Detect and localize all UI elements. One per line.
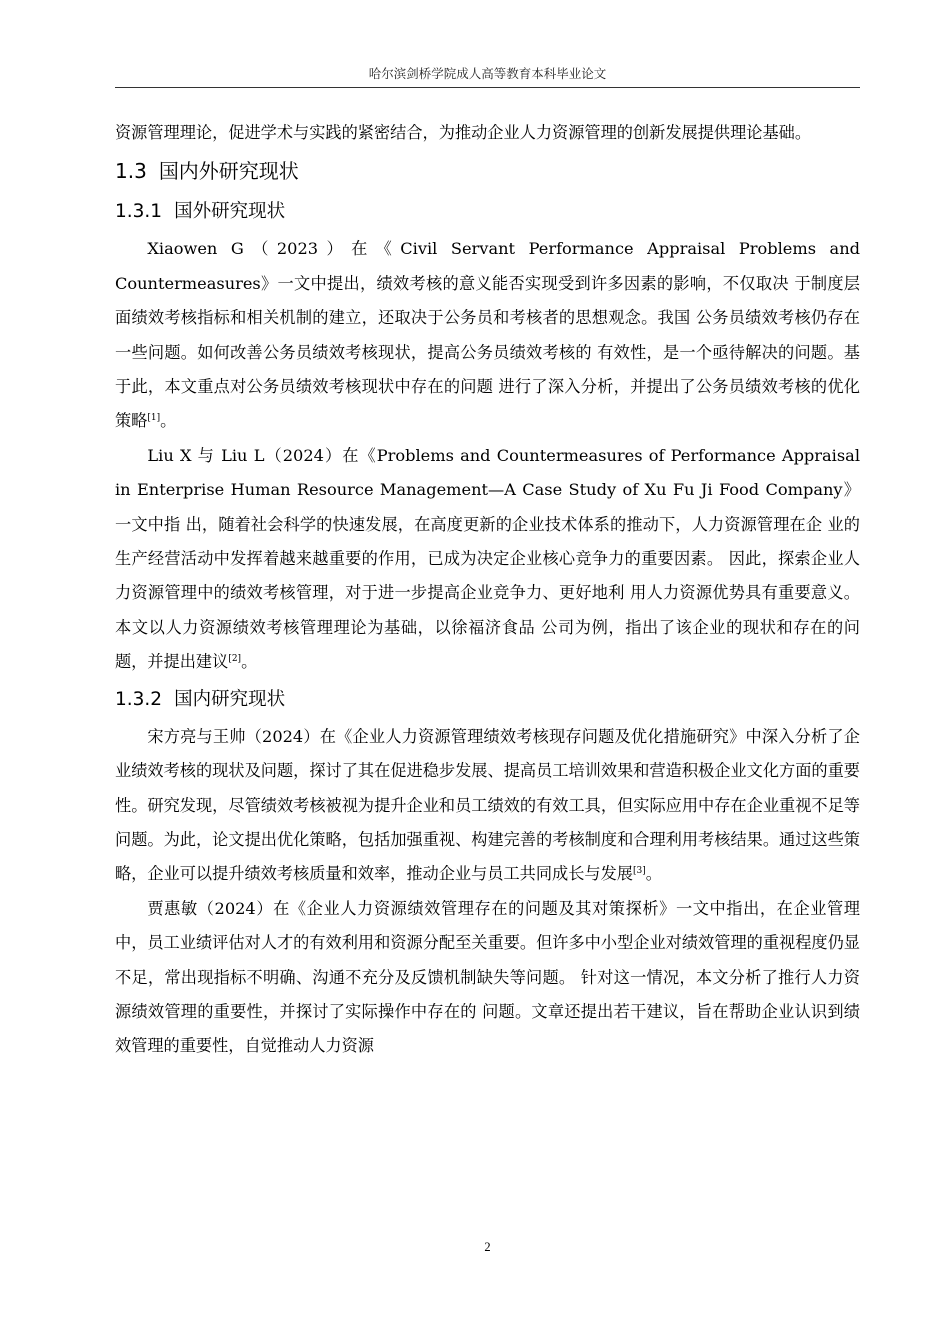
- paragraph-text: 宋方亮与王帅（2024）在《企业人力资源管理绩效考核现存问题及优化措施研究》中深入分析了企业绩效考核的现状及问题，探讨了其在促进稳步发展、提高员工培训效果和营造积极企业文化方面的重要性。研究发现，尽管绩效考核被视为提升企业和员工绩效的有效工具，但实际应用中存在企业重视不足等问题。为此，论文提出优化策略，包括加强重视、构建完善的考核制度和合理利用考核结果。通过这些策略，企业可以提升绩效考核质量和效率，推动企业与员工共同成长与发展: [115, 726, 860, 884]
- paragraph-song: [115, 720, 860, 892]
- paragraph-end: 。: [645, 864, 662, 884]
- citation-1: [1]: [147, 413, 161, 424]
- section-heading-1-3: [115, 150, 860, 192]
- paragraph-jia: [115, 892, 860, 1064]
- paragraph-end: 。: [160, 411, 177, 431]
- section-number: 1.3.1: [115, 201, 163, 223]
- paragraph-end: 。: [241, 652, 258, 672]
- section-title: 国内研究现状: [174, 688, 286, 710]
- paragraph-text: Xiaowen G（2023）在《Civil Servant Performance Appraisal Problems and Countermeasures》一文中提出，绩效考核的意义能否实现受到许多因素的影响，不仅取决 于制度层面绩效考核指标和相关机制的建立，还取决于公务员和考核者的思想观念。我国 公务员绩效考核仍存在一些问题。如何改善公务员绩效考核现状，提高公务员绩效考核的 有效性，是一个亟待解决的问题。基于此，本文重点对公务员绩效考核现状中存在的问题 进行了深入分析，并提出了公务员绩效考核的优化策略: [115, 239, 860, 431]
- paragraph-liu: [115, 439, 860, 680]
- section-number: 1.3: [115, 159, 147, 184]
- paragraph-xiaowen: [115, 232, 860, 438]
- running-header-title: 哈尔滨剑桥学院成人高等教育本科毕业论文: [368, 66, 607, 81]
- paragraph-text: 贾惠敏（2024）在《企业人力资源绩效管理存在的问题及其对策探析》一文中指出，在企业管理中，员工业绩评估对人才的有效利用和资源分配至关重要。但许多中小型企业对绩效管理的重视程度仍显不足，常出现指标不明确、沟通不充分及反馈机制缺失等问题。 针对这一情况，本文分析了推行人力资源绩效管理的重要性，并探讨了实际操作中存在的 问题。文章还提出若干建议，旨在帮助企业认识到绩效管理的重要性，自觉推动人力资源: [115, 898, 860, 1056]
- citation-2: [2]: [228, 654, 242, 665]
- section-title: 国外研究现状: [174, 201, 286, 223]
- section-heading-1-3-2: [115, 680, 860, 720]
- page-content: [115, 116, 860, 1064]
- section-title: 国内外研究现状: [158, 159, 299, 184]
- page-number: 2: [484, 1240, 491, 1254]
- paragraph-text: Liu X 与 Liu L（2024）在《Problems and Countermeasures of Performance Appraisal in Enterprise Human Resource Management—A Case Study of Xu Fu Ji Food Company》一文中指 出，随着社会科学的快速发展，在高度更新的企业技术体系的推动下，人力资源管理在企 业的生产经营活动中发挥着越来越重要的作用，已成为决定企业核心竞争力的重要因素。 因此，探索企业人力资源管理中的绩效考核管理，对于进一步提高企业竞争力、更好地利 用人力资源优势具有重要意义。本文以人力资源绩效考核管理理论为基础，以徐福济食品 公司为例，指出了该企业的现状和存在的问题，并提出建议: [115, 445, 860, 672]
- citation-3: [3]: [633, 866, 646, 877]
- header-divider: [115, 87, 860, 88]
- section-heading-1-3-1: [115, 192, 860, 232]
- intro-paragraph: 资源管理理论，促进学术与实践的紧密结合，为推动企业人力资源管理的创新发展提供理论基础。: [115, 123, 812, 142]
- section-number: 1.3.2: [115, 688, 163, 710]
